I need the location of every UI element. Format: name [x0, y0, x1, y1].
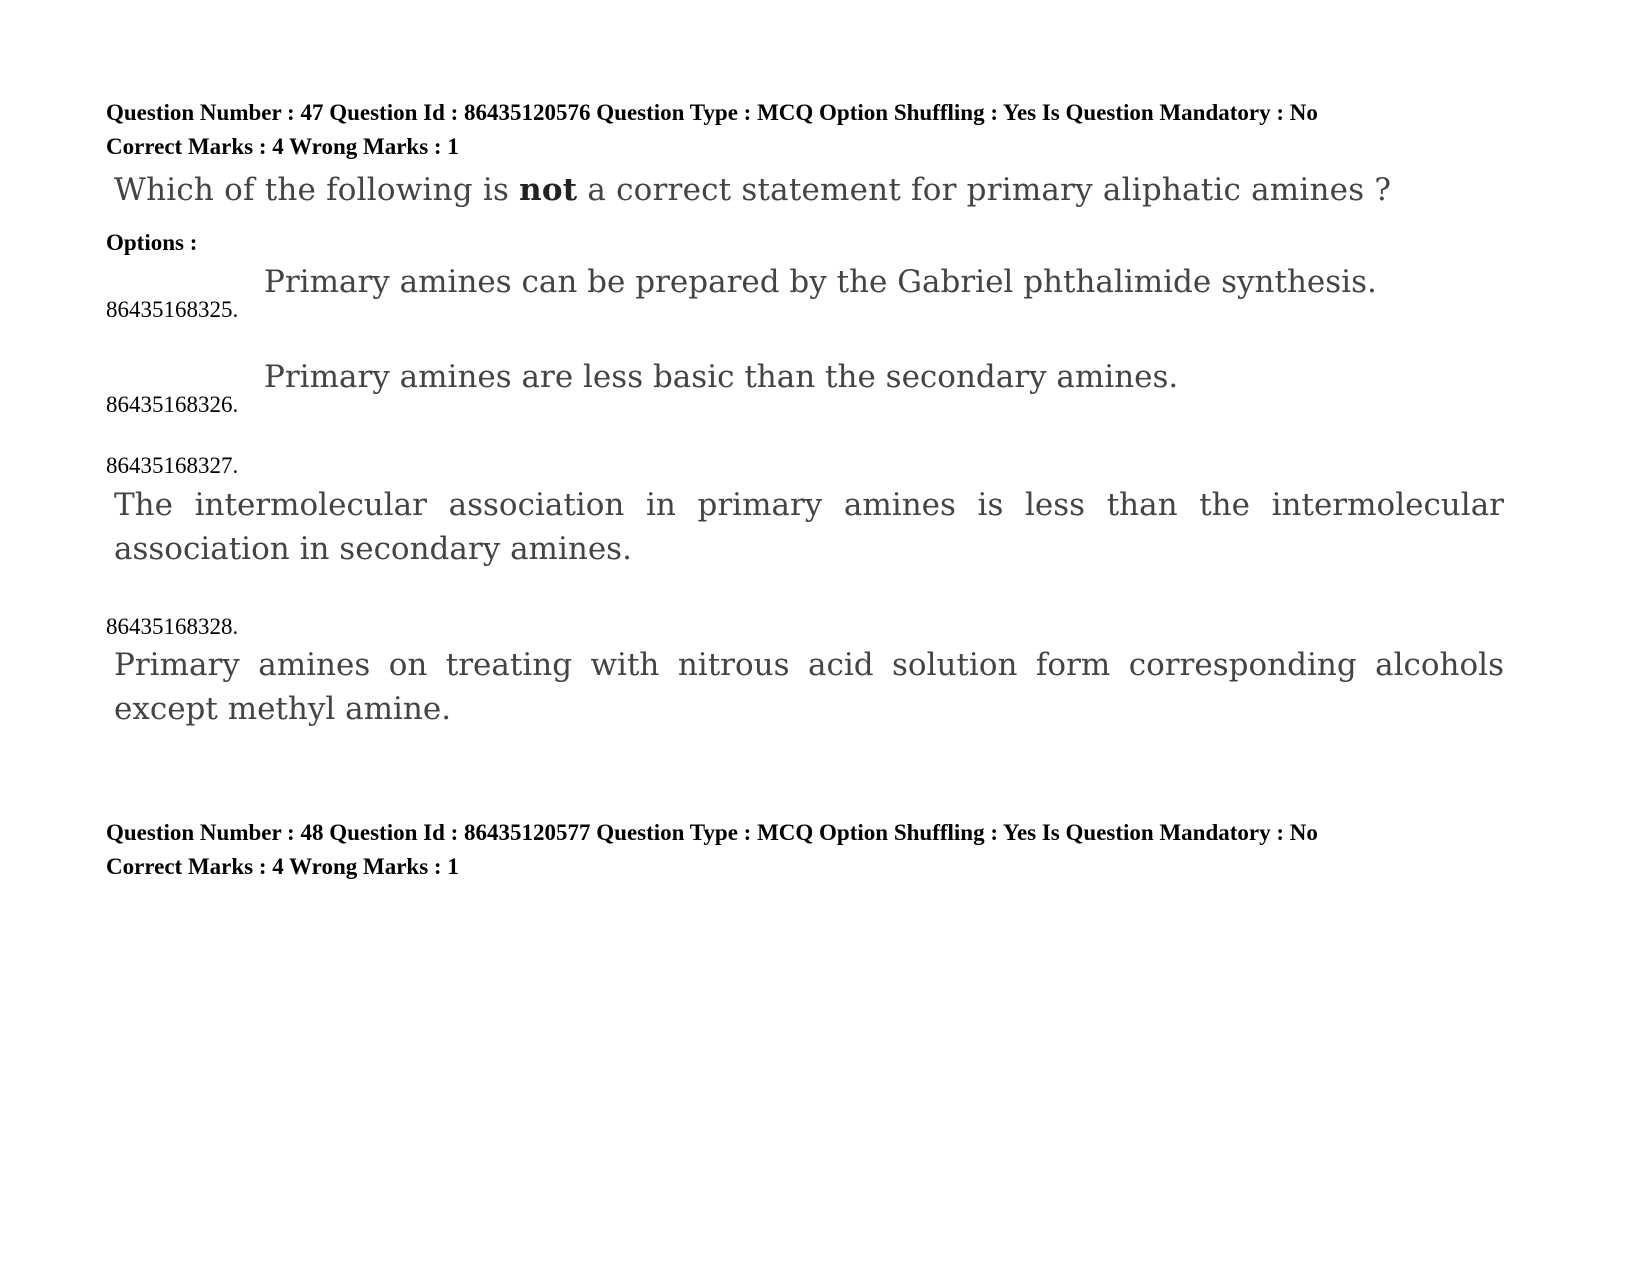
option-3-text: The intermolecular association in primary amines is less than the intermolecular association in secondary amines. — [114, 487, 1504, 567]
option-2-id: 86435168326. — [106, 392, 239, 417]
question-text-part1: Which of the following is — [114, 172, 520, 208]
option-4-text: Primary amines on treating with nitrous acid solution form corresponding alcohols except methyl amine. — [114, 647, 1504, 727]
option-2-text: Primary amines are less basic than the secondary amines. — [264, 359, 1179, 395]
question-48-meta-line1: Question Number : 48 Question Id : 86435120577 Question Type : MCQ Option Shuffling : Yes Is Question Mandatory : No — [106, 820, 1318, 845]
question-47-marks-line: Correct Marks : 4 Wrong Marks : 1 — [106, 134, 459, 159]
option-3-id: 86435168327. — [106, 453, 239, 478]
question-47-meta — [106, 96, 1318, 164]
option-1-id: 86435168325. — [106, 297, 239, 322]
question-text-emphasis: not — [519, 172, 578, 208]
question-48-marks-line: Correct Marks : 4 Wrong Marks : 1 — [106, 854, 459, 879]
option-4-id: 86435168328. — [106, 614, 239, 639]
question-47-meta-line1: Question Number : 47 Question Id : 86435120576 Question Type : MCQ Option Shuffling : Yes Is Question Mandatory : No — [106, 100, 1318, 125]
question-47-text — [114, 172, 1391, 208]
question-text-part2: a correct statement for primary aliphatic amines ? — [577, 172, 1392, 208]
question-48-meta — [106, 816, 1318, 884]
options-label: Options : — [106, 230, 198, 255]
option-1-text: Primary amines can be prepared by the Gabriel phthalimide synthesis. — [264, 264, 1377, 300]
